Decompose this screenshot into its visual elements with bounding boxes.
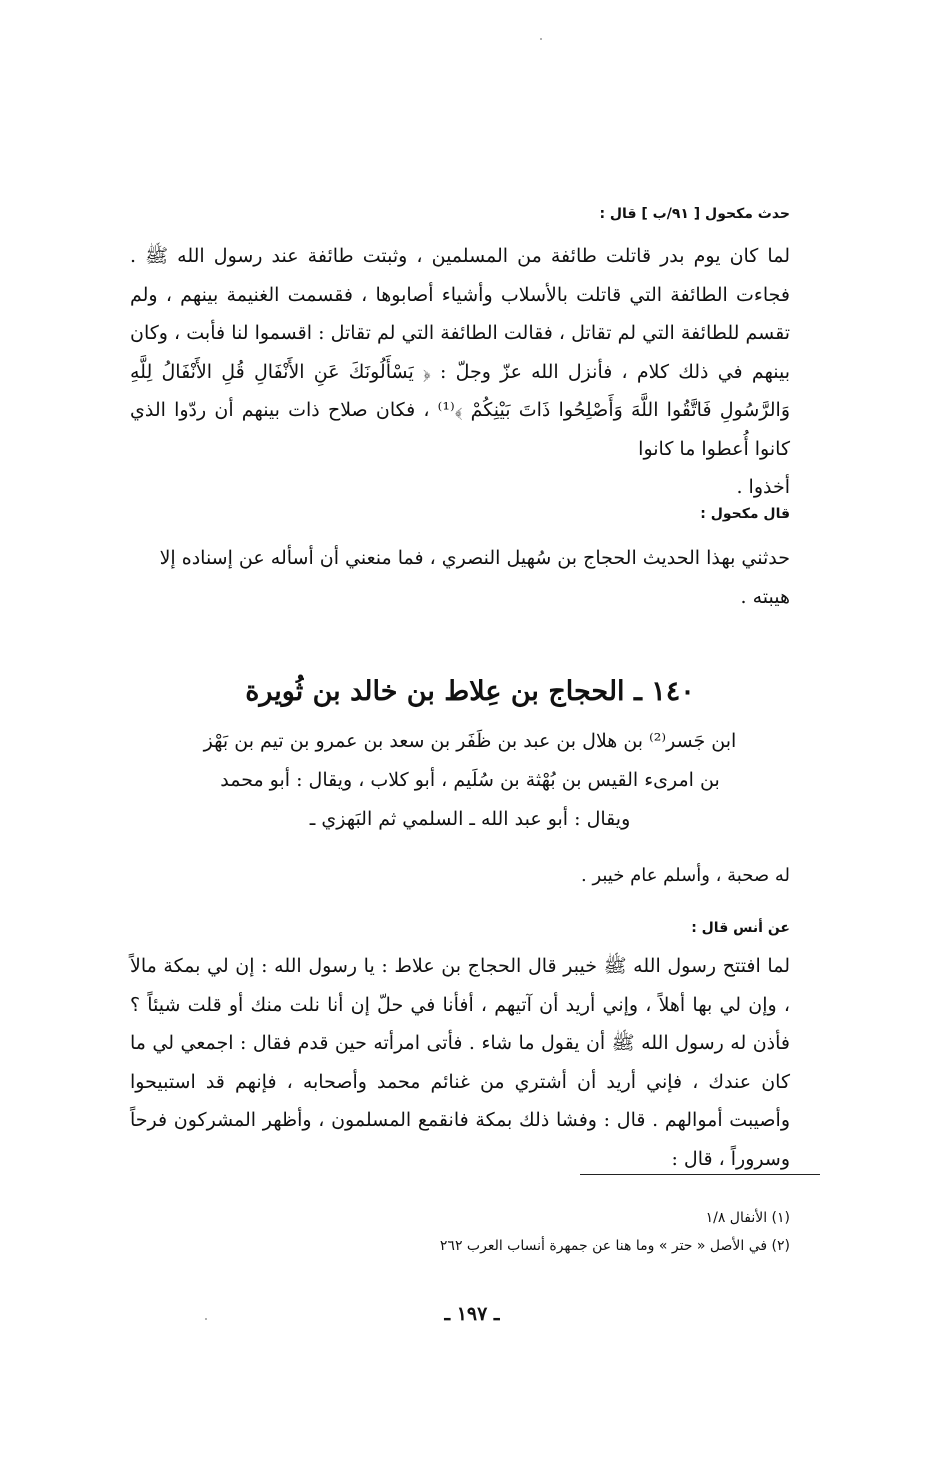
makhul-said-section <box>130 503 790 616</box>
companion-note-block <box>130 862 790 890</box>
makhul-narration-section <box>130 203 790 506</box>
footnote: (٢) في الأصل « حتر » وما هنا عن جمهرة أنساب العرب ٢٦٢ <box>439 1238 790 1254</box>
page-number: ـ ١٩٧ ـ <box>444 1303 500 1325</box>
entry-title: ١٤٠ ـ الحجاج بن عِلاط بن خالد بن ثُويرة <box>245 676 695 707</box>
anas-narration-section <box>130 917 790 1178</box>
lineage-line: ويقال : أبو عبد الله ـ السلمي ثم البَهزي ـ <box>309 808 631 830</box>
narration-paragraph: حدثني بهذا الحديث الحجاج بن سُهيل النصري ، فما منعني أن أسأله عن إسناده إلا <box>159 547 790 569</box>
scan-speck <box>540 38 542 40</box>
footnote-rule <box>580 1174 820 1175</box>
footnote: (١) الأنفال ١/٨ <box>705 1210 790 1226</box>
narration-paragraph: لما كان يوم بدر قاتلت طائفة من المسلمين ، وثبتت طائفة عند رسول الله ﷺ . فجاءت الطائفة التي قاتلت بالأسلاب وأشياء أصابوها ، فقسمت الغنيمة بينهم ، ولم تقسم للطائفة التي لم تقاتل ، فقالت الطائفة التي لم تقاتل : اقسموا لنا فأبت ، وكان بينهم في ذلك كلام ، فأنزل الله عزّ وجلّ : ﴿ يَسْأَلُونَكَ عَنِ الأَنْفَالِ قُلِ الأَنْفَالُ لِلَّهِ وَالرَّسُولِ فَاتَّقُوا اللَّهَ وَأَصْلِحُوا ذَاتَ بَيْنِكُمْ ﴾⁽¹⁾ ، فكان صلاح ذات بينهم أن ردّوا الذي كانوا أُعطوا ما كانوا <box>130 245 791 460</box>
narration-paragraph-end: أخذوا . <box>736 476 790 498</box>
narration-heading: حدث مكحول [ ٩١/ب ] قال : <box>599 206 790 222</box>
narration-heading: قال مكحول : <box>700 506 790 522</box>
narration-paragraph-end: هيبته . <box>740 585 790 608</box>
companion-note: له صحبة ، وأسلم عام خيبر . <box>581 865 790 886</box>
lineage-line: بن امرىء القيس بن بُهْثة بن سُلَيم ، أبو كلاب ، ويقال : أبو محمد <box>220 769 720 791</box>
lineage-line: ابن جَسر⁽²⁾ بن هلال بن عبد بن ظَفَر بن سعد بن عمرو بن تيم بن بَهْز <box>203 730 737 752</box>
narration-heading: عن أنس قال : <box>691 920 790 936</box>
narration-paragraph: لما افتتح رسول الله ﷺ خيبر قال الحجاج بن علاط : يا رسول الله : إن لي بمكة مالاً ، وإن لي بها أهلاً ، وإني أريد أن آتيهم ، أفأنا في حلّ إن أنا نلت منك أو قلت شيئاً ؟ فأذن له رسول الله ﷺ أن يقول ما شاء . فأتى امرأته حين قدم فقال : اجمعي لي ما كان عندك ، فإني أريد أن أشتري من غنائم محمد وأصحابه ، فإنهم قد استبيحوا وأصيبت أموالهم . قال : وفشا ذلك بمكة فانقمع المسلمون ، وأظهر المشركون فرحاً وسروراً ، قال : <box>130 955 790 1170</box>
scan-speck <box>205 1318 207 1320</box>
